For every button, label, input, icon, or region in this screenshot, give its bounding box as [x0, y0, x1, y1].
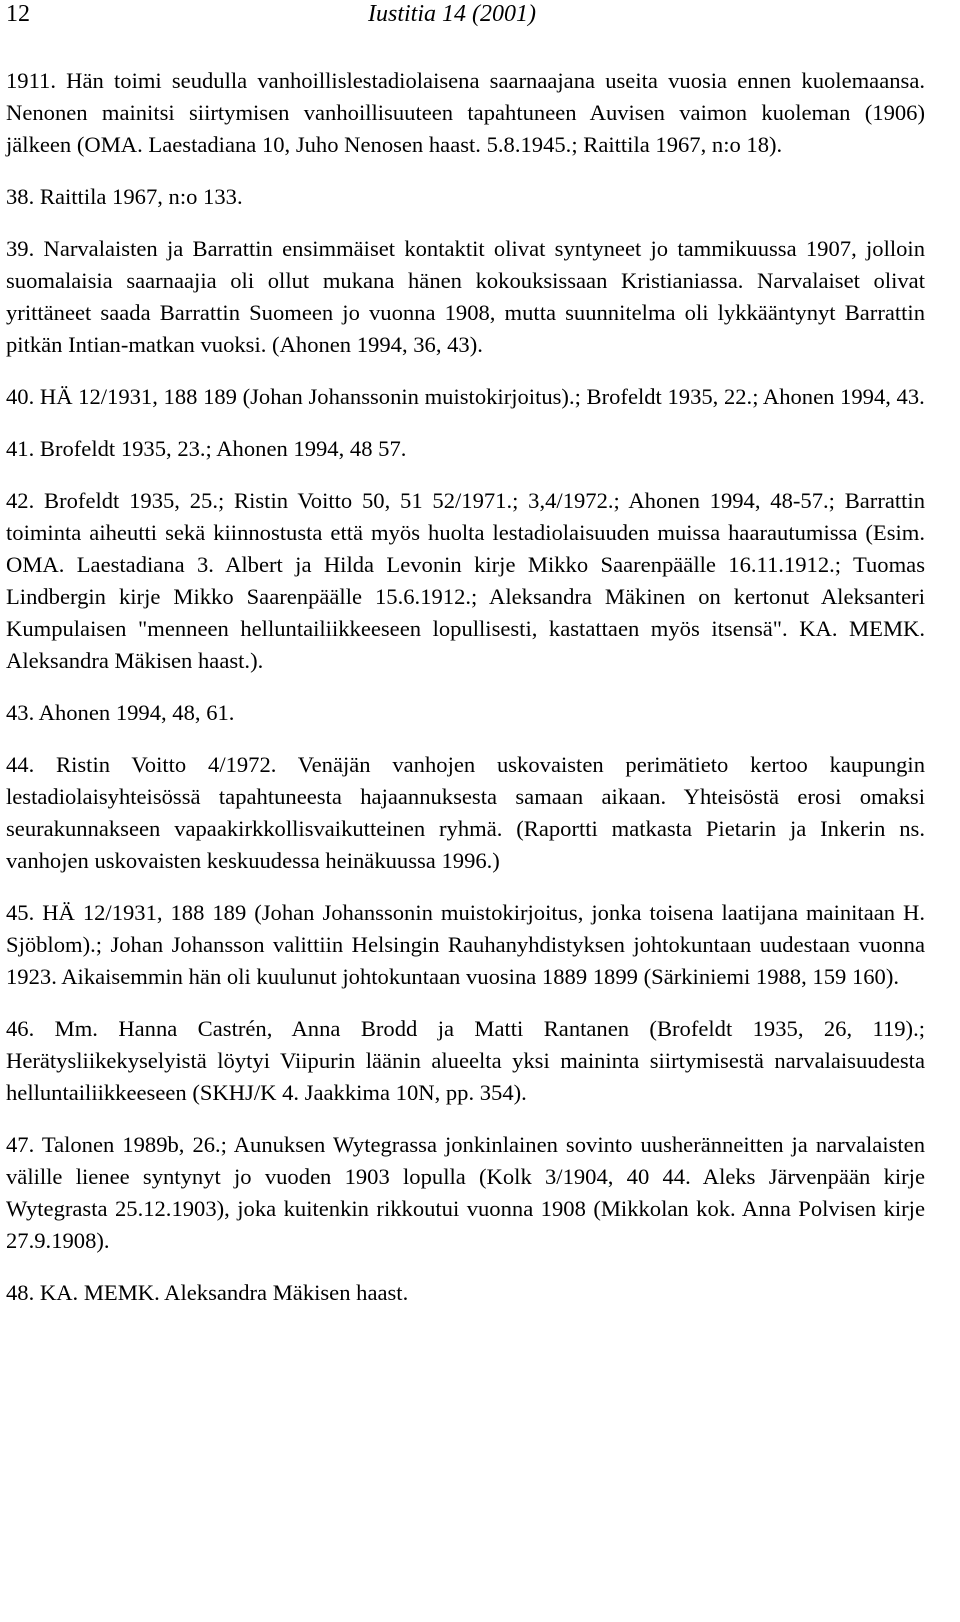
- note-37-continuation: 1911. Hän toimi seudulla vanhoillislestadiolaisena saarnaajana useita vuosia ennen kuolemaansa. Nenonen mainitsi siirtymisen vanhoillisuuteen tapahtuneen Auvisen vaimon kuoleman (1906) jälkeen (OMA. Laestadiana 10, Juho Nenosen haast. 5.8.1945.; Raittila 1967, n:o 18).: [6, 68, 925, 157]
- note-46: 46. Mm. Hanna Castrén, Anna Brodd ja Matti Rantanen (Brofeldt 1935, 26, 119).; Herätysliikekyselyistä löytyi Viipurin läänin alueelta yksi maininta siirtymisestä narvalaisuudesta helluntailiikkeeseen (SKHJ/K 4. Jaakkima 10N, pp. 354).: [6, 1016, 925, 1105]
- note-38: 38. Raittila 1967, n:o 133.: [6, 184, 243, 209]
- note-48: 48. KA. MEMK. Aleksandra Mäkisen haast.: [6, 1280, 409, 1305]
- endnotes: [6, 65, 925, 1309]
- note-42: 42. Brofeldt 1935, 25.; Ristin Voitto 50, 51 52/1971.; 3,4/1972.; Ahonen 1994, 48-57.; Barrattin toiminta aiheutti sekä kiinnostusta että myös huolta lestadiolaisuuden muissa haarautumissa (Esim. OMA. Laestadiana 3. Albert ja Hilda Levonin kirje Mikko Saarenpäälle 16.11.1912.; Tuomas Lindbergin kirje Mikko Saarenpäälle 15.6.1912.; Aleksandra Mäkinen on kertonut Aleksanteri Kumpulaisen "menneen helluntailiikkeeseen lopullisesti, kastattaen myös itsensä". KA. MEMK. Aleksandra Mäkisen haast.).: [6, 488, 925, 673]
- page-header: [0, 0, 960, 36]
- note-41: 41. Brofeldt 1935, 23.; Ahonen 1994, 48 57.: [6, 436, 407, 461]
- journal-title: Iustitia 14 (2001): [368, 1, 536, 27]
- note-39: 39. Narvalaisten ja Barrattin ensimmäiset kontaktit olivat syntyneet jo tammikuussa 1907, jolloin suomalaisia saarnaajia oli ollut mukana hänen kokouksissaan Kristianiassa. Narvalaiset olivat yrittäneet saada Barrattin Suomeen jo vuonna 1908, mutta suunnitelma oli lykkääntynyt Barrattin pitkän Intian-matkan vuoksi. (Ahonen 1994, 36, 43).: [6, 236, 925, 357]
- page-number: 12: [6, 1, 30, 27]
- note-43: 43. Ahonen 1994, 48, 61.: [6, 700, 235, 725]
- note-47: 47. Talonen 1989b, 26.; Aunuksen Wytegrassa jonkinlainen sovinto uusheränneitten ja narvalaisten välille lienee syntynyt jo vuoden 1903 lopulla (Kolk 3/1904, 40 44. Aleks Järvenpään kirje Wytegrasta 25.12.1903), joka kuitenkin rikkoutui vuonna 1908 (Mikkolan kok. Anna Polvisen kirje 27.9.1908).: [6, 1132, 925, 1253]
- note-44: 44. Ristin Voitto 4/1972. Venäjän vanhojen uskovaisten perimätieto kertoo kaupungin lestadiolaisyhteisössä tapahtuneesta hajaannuksesta samaan aikaan. Yhteisöstä erosi omaksi seurakunnakseen vapaakirkkollisvaikutteinen ryhmä. (Raportti matkasta Pietarin ja Inkerin ns. vanhojen uskovaisten keskuudessa heinäkuussa 1996.): [6, 752, 925, 873]
- note-40: 40. HÄ 12/1931, 188 189 (Johan Johanssonin muistokirjoitus).; Brofeldt 1935, 22.; Ahonen 1994, 43.: [6, 384, 925, 409]
- note-45: 45. HÄ 12/1931, 188 189 (Johan Johanssonin muistokirjoitus, jonka toisena laatijana mainitaan H. Sjöblom).; Johan Johansson valittiin Helsingin Rauhanyhdistyksen johtokuntaan uudestaan vuonna 1923. Aikaisemmin hän oli kuulunut johtokuntaan vuosina 1889 1899 (Särkiniemi 1988, 159 160).: [6, 900, 925, 989]
